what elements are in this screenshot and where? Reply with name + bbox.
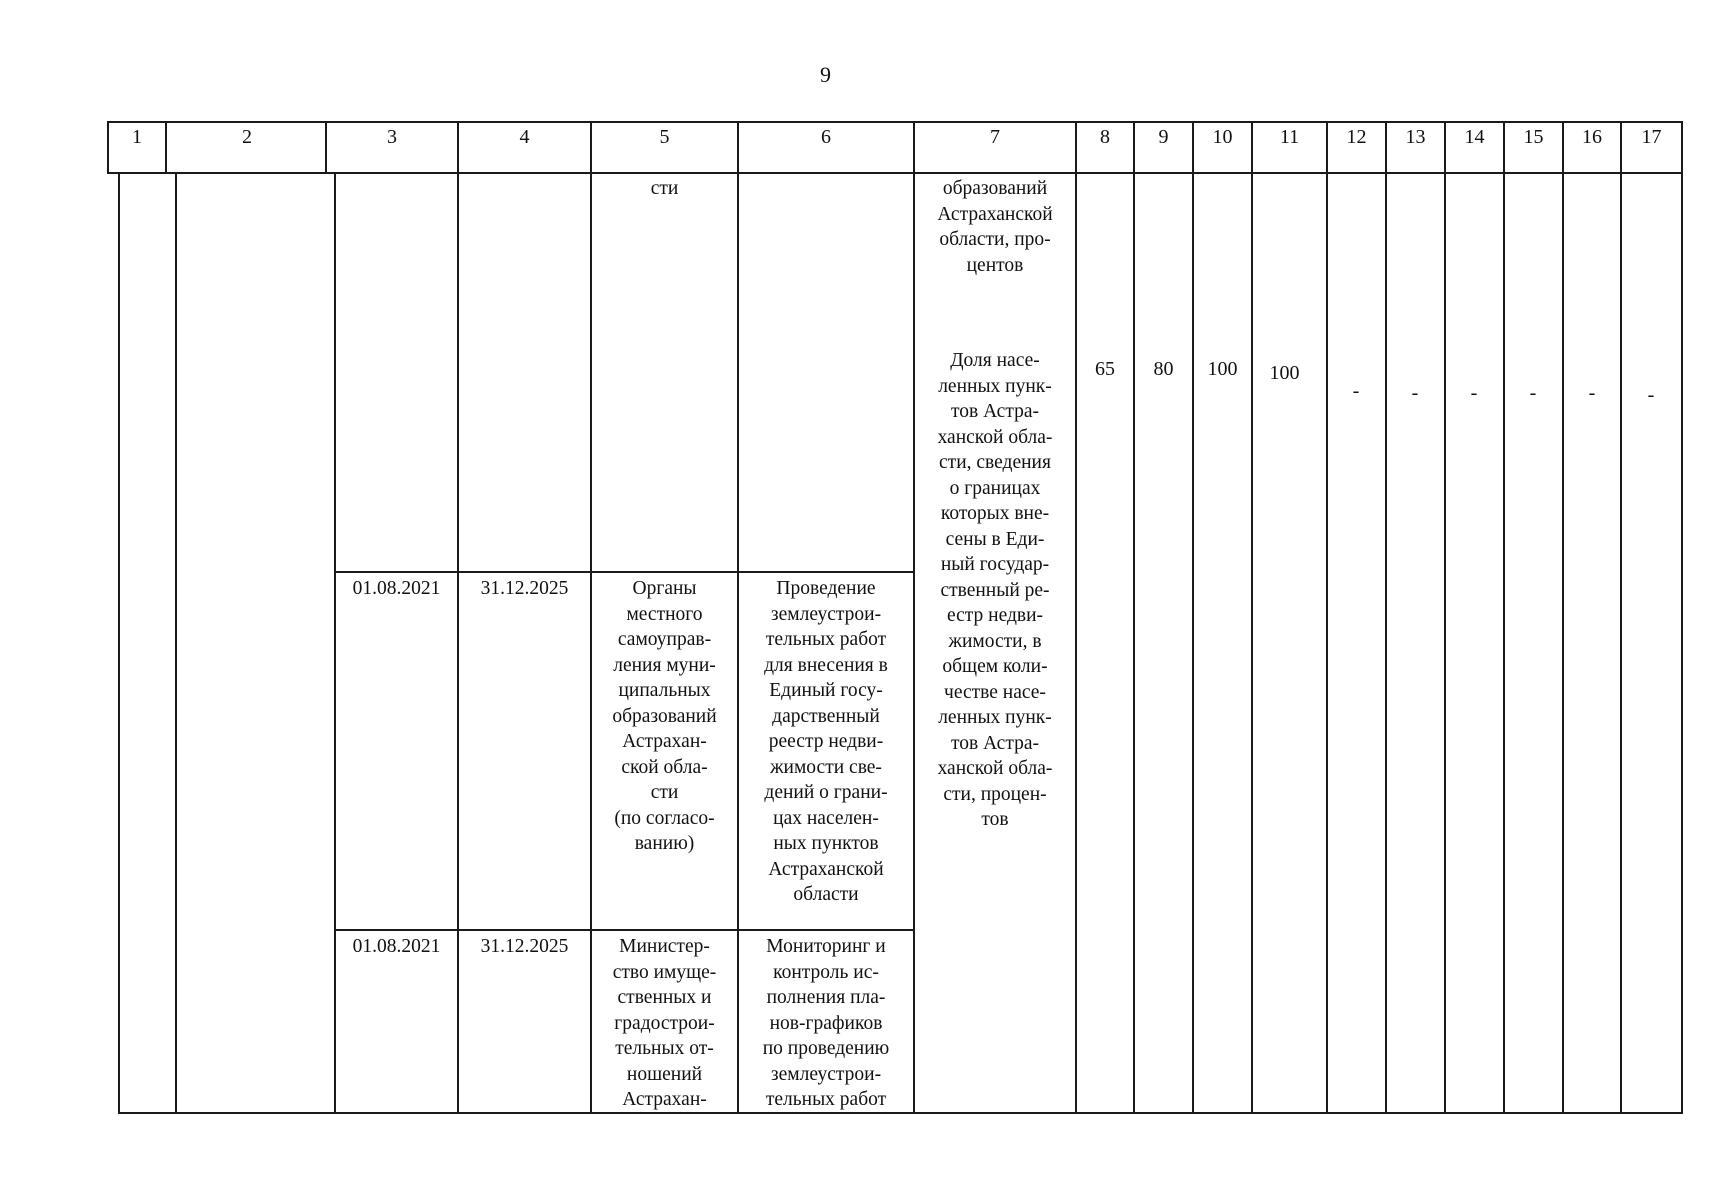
empty-value-dash: - <box>1529 382 1537 404</box>
indicator-fragment: образований Астраханской области, про- центов <box>937 178 1053 276</box>
column-header: 9 <box>1158 126 1169 148</box>
executor-fragment: сти <box>650 178 679 199</box>
executor-text: Органы местного самоуправ- ления муни- ципальных образований Астрахан- ской обла- сти (по согласо- ванию) <box>612 578 717 854</box>
indicator-value: 100 <box>1269 362 1300 384</box>
empty-value-dash: - <box>1470 382 1478 404</box>
result-text: Мониторинг и контроль ис- полнения пла- нов-графиков по проведению землеустрои- тельных работ <box>762 936 890 1110</box>
start-date: 01.08.2021 <box>352 936 441 957</box>
column-header: 10 <box>1212 126 1233 148</box>
column-header: 17 <box>1641 126 1662 148</box>
column-header: 1 <box>132 126 142 148</box>
end-date: 31.12.2025 <box>480 936 569 957</box>
column-header: 4 <box>519 126 530 148</box>
executor-text: Министер- ство имуще- ственных и градострои- тельных от- ношений Астрахан- <box>612 936 717 1110</box>
column-header: 3 <box>387 126 397 148</box>
column-header: 15 <box>1523 126 1544 148</box>
column-header: 2 <box>242 126 252 148</box>
indicator-value: 65 <box>1095 358 1115 380</box>
result-text: Проведение землеустрои- тельных работ для внесения в Единый госу- дарственный реестр недви- жимости све- дений о грани- цах населен- ных пунктов Астраханской области <box>764 578 888 905</box>
column-header: 13 <box>1405 126 1426 148</box>
column-header: 8 <box>1100 126 1110 148</box>
column-header: 11 <box>1279 126 1300 148</box>
page-number: 9 <box>820 62 831 87</box>
start-date: 01.08.2021 <box>352 578 441 599</box>
indicator-text: Доля насе- ленных пунк- тов Астра- ханской обла- сти, сведения о границах которых вне- сены в Еди- ный государ- ственный ре- естр недви- жимости, в общем коли- честве насе- ленных пунк- тов Астра- ханской обла- сти, процен- тов <box>937 350 1053 830</box>
column-header: 16 <box>1582 126 1602 148</box>
empty-value-dash: - <box>1647 384 1655 406</box>
indicator-value: 80 <box>1153 358 1174 380</box>
column-header: 5 <box>659 126 670 148</box>
column-header: 12 <box>1346 126 1367 148</box>
empty-value-dash: - <box>1352 380 1360 402</box>
empty-value-dash: - <box>1411 382 1419 404</box>
indicator-value: 100 <box>1207 358 1238 380</box>
column-header: 7 <box>990 126 1000 148</box>
end-date: 31.12.2025 <box>480 578 569 599</box>
column-header: 14 <box>1464 126 1485 148</box>
empty-value-dash: - <box>1588 382 1596 404</box>
column-header: 6 <box>821 126 831 148</box>
